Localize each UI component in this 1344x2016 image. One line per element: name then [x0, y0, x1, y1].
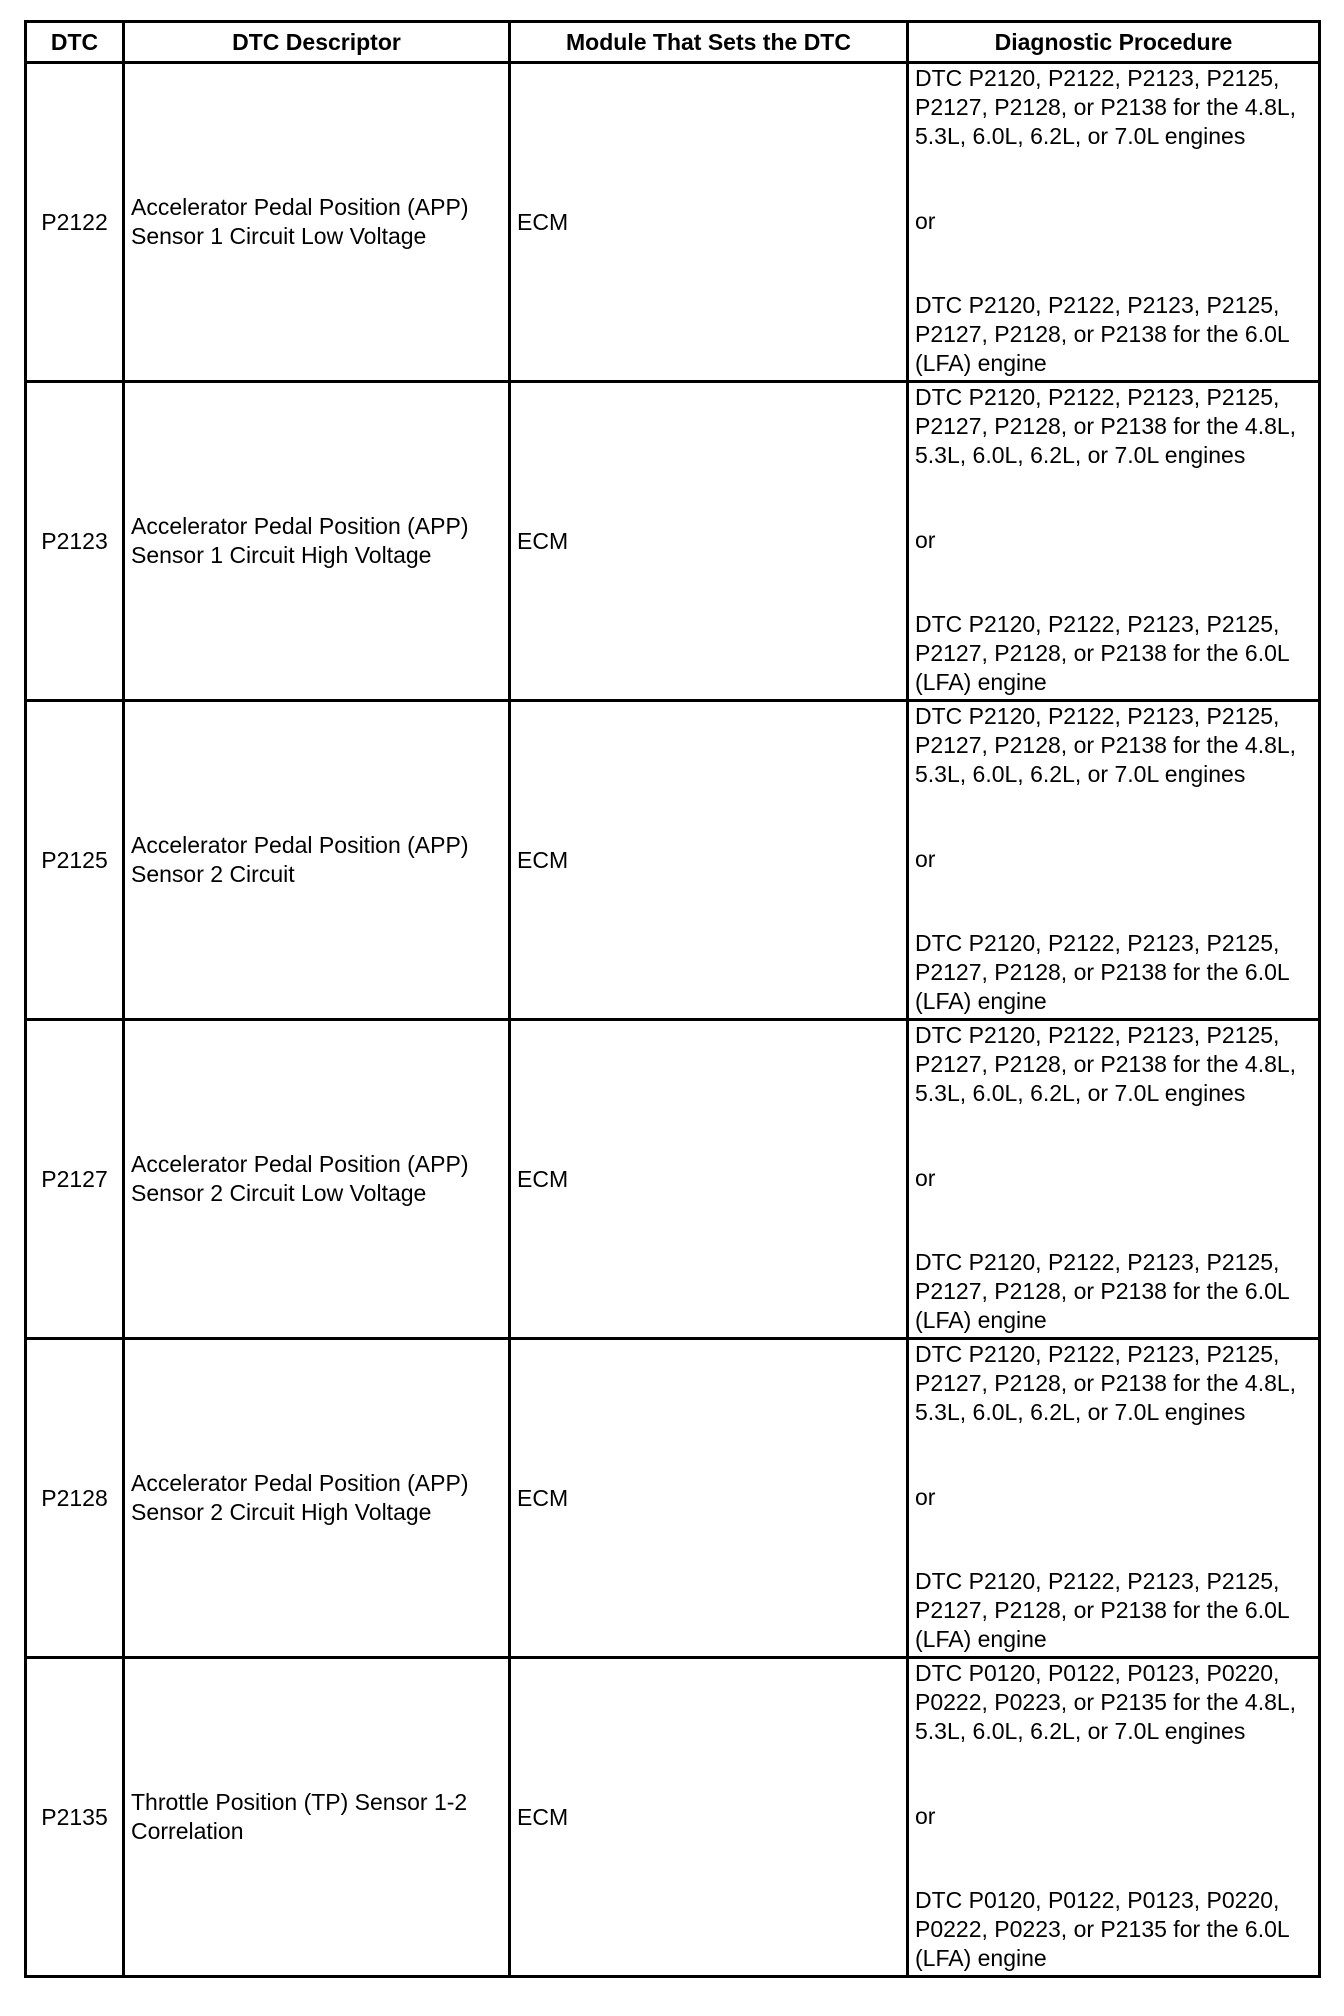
table-row [26, 382, 1320, 701]
module-name: ECM [510, 382, 908, 701]
module-name: ECM [510, 701, 908, 1020]
procedure-or: or [915, 1483, 936, 1510]
diagnostic-procedure [908, 63, 1320, 382]
dtc-descriptor [124, 382, 510, 701]
module-name: ECM [510, 1658, 908, 1977]
procedure-link[interactable]: DTC P2120, P2122, P2123, P2125, P2127, P2128, or P2138 for the 4.8L, 5.3L, 6.0L, 6.2L, or 7.0L engines [915, 1341, 1297, 1425]
module-name: ECM [510, 1020, 908, 1339]
procedure-link[interactable]: DTC P0120, P0122, P0123, P0220, P0222, P0223, or P2135 for the 6.0L (LFA) engine [915, 1887, 1289, 1971]
procedure-link[interactable]: DTC P2120, P2122, P2123, P2125, P2127, P2128, or P2138 for the 4.8L, 5.3L, 6.0L, 6.2L, or 7.0L engines [915, 703, 1297, 787]
dtc-code: P2127 [26, 1020, 124, 1339]
diagnostic-procedure [908, 382, 1320, 701]
header-diagnostic-procedure: Diagnostic Procedure [908, 22, 1320, 63]
procedure-or: or [915, 526, 936, 553]
module-name: ECM [510, 1339, 908, 1658]
descriptor-line: Accelerator Pedal Position (APP) [131, 513, 469, 539]
procedure-link[interactable]: DTC P2120, P2122, P2123, P2125, P2127, P2128, or P2138 for the 6.0L (LFA) engine [915, 1568, 1289, 1652]
diagnostic-procedure [908, 1658, 1320, 1977]
descriptor-line: Accelerator Pedal Position (APP) [131, 1470, 469, 1496]
procedure-link[interactable]: DTC P2120, P2122, P2123, P2125, P2127, P2128, or P2138 for the 4.8L, 5.3L, 6.0L, 6.2L, or 7.0L engines [915, 65, 1297, 149]
descriptor-line: Throttle Position (TP) Sensor 1-2 [131, 1789, 468, 1815]
descriptor-line: Accelerator Pedal Position (APP) [131, 194, 469, 220]
descriptor-line: Sensor 1 Circuit High Voltage [131, 542, 432, 568]
dtc-descriptor [124, 1658, 510, 1977]
procedure-or: or [915, 207, 936, 234]
descriptor-line: Sensor 2 Circuit High Voltage [131, 1499, 432, 1525]
dtc-code: P2128 [26, 1339, 124, 1658]
descriptor-line: Accelerator Pedal Position (APP) [131, 832, 469, 858]
procedure-link[interactable]: DTC P2120, P2122, P2123, P2125, P2127, P2128, or P2138 for the 4.8L, 5.3L, 6.0L, 6.2L, or 7.0L engines [915, 384, 1297, 468]
table-row [26, 1339, 1320, 1658]
descriptor-line: Sensor 2 Circuit Low Voltage [131, 1180, 427, 1206]
dtc-descriptor [124, 701, 510, 1020]
dtc-code: P2123 [26, 382, 124, 701]
table-row [26, 1020, 1320, 1339]
header-dtc-descriptor: DTC Descriptor [124, 22, 510, 63]
descriptor-line: Correlation [131, 1818, 244, 1844]
dtc-descriptor [124, 1339, 510, 1658]
procedure-link[interactable]: DTC P2120, P2122, P2123, P2125, P2127, P2128, or P2138 for the 4.8L, 5.3L, 6.0L, 6.2L, or 7.0L engines [915, 1022, 1297, 1106]
diagnostic-procedure [908, 1339, 1320, 1658]
diagnostic-procedure [908, 1020, 1320, 1339]
module-name: ECM [510, 63, 908, 382]
procedure-or: or [915, 1802, 936, 1829]
dtc-table [24, 20, 1321, 1978]
procedure-link[interactable]: DTC P2120, P2122, P2123, P2125, P2127, P2128, or P2138 for the 6.0L (LFA) engine [915, 1249, 1289, 1333]
procedure-link[interactable]: DTC P2120, P2122, P2123, P2125, P2127, P2128, or P2138 for the 6.0L (LFA) engine [915, 930, 1289, 1014]
dtc-code: P2125 [26, 701, 124, 1020]
table-row [26, 63, 1320, 382]
header-dtc: DTC [26, 22, 124, 63]
descriptor-line: Sensor 1 Circuit Low Voltage [131, 223, 427, 249]
procedure-link[interactable]: DTC P2120, P2122, P2123, P2125, P2127, P2128, or P2138 for the 6.0L (LFA) engine [915, 611, 1289, 695]
procedure-or: or [915, 1164, 936, 1191]
header-module: Module That Sets the DTC [510, 22, 908, 63]
diagnostic-procedure [908, 701, 1320, 1020]
table-row [26, 1658, 1320, 1977]
procedure-link[interactable]: DTC P0120, P0122, P0123, P0220, P0222, P0223, or P2135 for the 4.8L, 5.3L, 6.0L, 6.2L, or 7.0L engines [915, 1660, 1297, 1744]
procedure-or: or [915, 845, 936, 872]
table-header-row [26, 22, 1320, 63]
procedure-link[interactable]: DTC P2120, P2122, P2123, P2125, P2127, P2128, or P2138 for the 6.0L (LFA) engine [915, 292, 1289, 376]
dtc-descriptor [124, 1020, 510, 1339]
dtc-code: P2122 [26, 63, 124, 382]
dtc-code: P2135 [26, 1658, 124, 1977]
dtc-document [24, 20, 1318, 1978]
dtc-descriptor [124, 63, 510, 382]
descriptor-line: Sensor 2 Circuit [131, 861, 295, 887]
descriptor-line: Accelerator Pedal Position (APP) [131, 1151, 469, 1177]
table-row [26, 701, 1320, 1020]
